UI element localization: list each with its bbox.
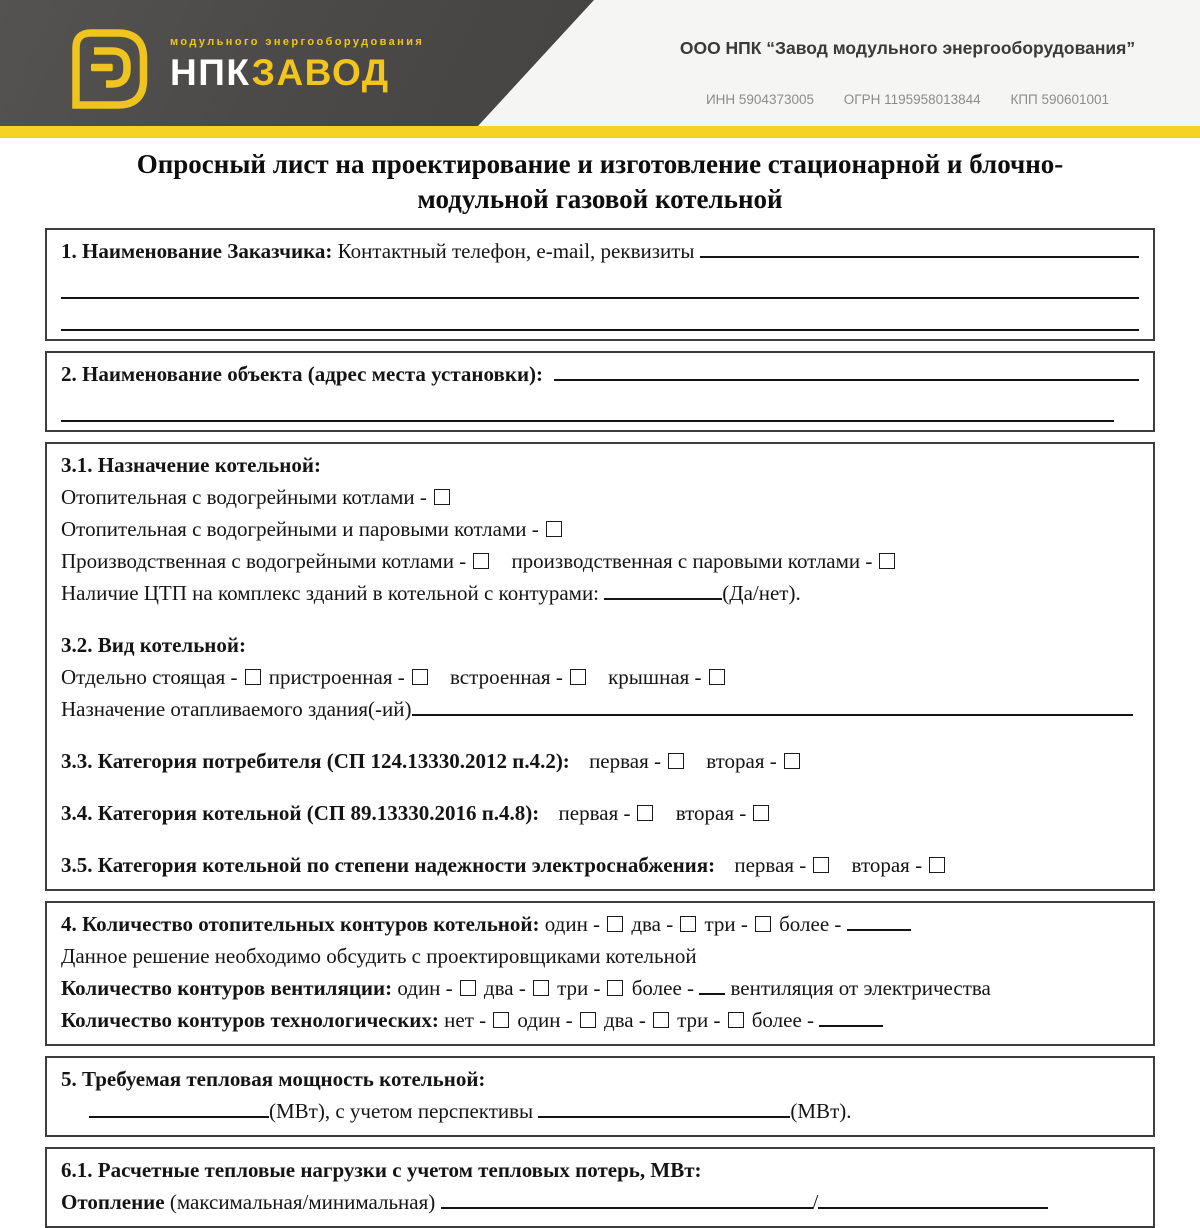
customer-blank-line-2[interactable]	[61, 299, 1139, 331]
kind-option-detached-label: Отдельно стоящая -	[61, 665, 238, 689]
section-6-title: 6.1. Расчетные тепловые нагрузки с учетом тепловых потерь, МВт:	[61, 1158, 702, 1182]
company-requisites	[630, 92, 1185, 107]
tech-more-label: более -	[751, 1008, 815, 1032]
section-3-3-title: 3.3. Категория потребителя (СП 124.13330.2012 п.4.2):	[61, 749, 570, 773]
checkbox-heating-water-steam-boilers[interactable]	[546, 521, 562, 537]
ctp-blank-field[interactable]	[604, 586, 722, 600]
building-purpose-blank-field[interactable]	[412, 702, 1133, 716]
technological-circuits-line	[61, 1004, 1139, 1036]
checkbox-heating-three[interactable]	[755, 916, 771, 932]
purpose-option-3a-label: Производственная с водогрейными котлами -	[61, 549, 467, 573]
checkbox-vent-three[interactable]	[607, 980, 623, 996]
section-3-boiler	[45, 442, 1155, 891]
power-cat-second-label: вторая -	[851, 853, 923, 877]
checkbox-attached[interactable]	[412, 669, 428, 685]
checkbox-detached[interactable]	[245, 669, 261, 685]
checkbox-consumer-second[interactable]	[784, 753, 800, 769]
purpose-option-1	[61, 481, 1139, 513]
customer-blank-line-1[interactable]	[61, 267, 1139, 299]
vent-more-blank-field[interactable]	[699, 981, 725, 995]
checkbox-boiler-cat-first[interactable]	[637, 805, 653, 821]
vent-one-label: один -	[397, 976, 453, 1000]
heating-load-label: Отопление	[61, 1190, 165, 1214]
checkbox-vent-two[interactable]	[533, 980, 549, 996]
checkbox-consumer-first[interactable]	[668, 753, 684, 769]
heating-load-min-blank-field[interactable]	[818, 1195, 1048, 1209]
power-cat-first-label: первая -	[734, 853, 807, 877]
purpose-option-3b-label: производственная с паровыми котлами -	[511, 549, 873, 573]
boiler-cat-second-label: вторая -	[675, 801, 747, 825]
section-5-title: 5. Требуемая тепловая мощность котельной:	[61, 1067, 486, 1091]
ctp-label: Наличие ЦТП на комплекс зданий в котельной с контурами:	[61, 581, 600, 605]
customer-line	[61, 235, 1139, 267]
tech-three-label: три -	[677, 1008, 721, 1032]
ctp-line	[61, 577, 1139, 609]
letterhead	[0, 0, 1200, 138]
checkbox-industrial-steam-boilers[interactable]	[879, 553, 895, 569]
section-3-1-title: 3.1. Назначение котельной:	[61, 453, 321, 477]
customer-blank-field[interactable]	[700, 244, 1139, 258]
checkbox-heating-one[interactable]	[607, 916, 623, 932]
section-3-3-line	[61, 745, 1139, 777]
document-title-line2: модульной газовой котельной	[417, 184, 783, 214]
section-3-2-title: 3.2. Вид котельной:	[61, 633, 246, 657]
heating-more-label: более -	[779, 912, 842, 936]
ctp-suffix: (Да/нет).	[722, 581, 801, 605]
section-1-text: Контактный телефон, e-mail, реквизиты	[337, 239, 695, 263]
document-title-line1: Опросный лист на проектирование и изготовление стационарной и блочно-	[136, 149, 1064, 179]
tech-more-blank-field[interactable]	[819, 1013, 883, 1027]
consumer-second-label: вторая -	[706, 749, 777, 773]
power-values-line	[61, 1095, 1139, 1127]
checkbox-boiler-cat-second[interactable]	[753, 805, 769, 821]
vent-electric-label: вентиляция от электричества	[730, 976, 991, 1000]
building-purpose-line	[61, 693, 1139, 725]
tech-two-label: два -	[603, 1008, 646, 1032]
logo-brand	[170, 52, 424, 93]
tech-none-label: нет -	[444, 1008, 487, 1032]
vent-three-label: три -	[557, 976, 601, 1000]
kind-option-builtin-label: встроенная -	[450, 665, 563, 689]
purpose-option-1-label: Отопительная с водогрейными котлами -	[61, 485, 427, 509]
ogrn-value: ОГРН 1195958013844	[843, 92, 981, 107]
heating-one-label: один -	[544, 912, 601, 936]
kind-option-roof-label: крышная -	[608, 665, 702, 689]
section-5-power	[45, 1056, 1155, 1137]
checkbox-tech-none[interactable]	[493, 1012, 509, 1028]
logo-text	[170, 24, 424, 91]
vent-two-label: два -	[483, 976, 526, 1000]
logo-tagline: модульного энергооборудования	[170, 36, 425, 48]
heating-three-label: три -	[704, 912, 748, 936]
section-3-5-title: 3.5. Категория котельной по степени надежности электроснабжения:	[61, 853, 716, 877]
heating-two-label: два -	[631, 912, 674, 936]
object-blank-line[interactable]	[61, 390, 1114, 422]
heating-load-paren: (максимальная/минимальная)	[169, 1190, 436, 1214]
checkbox-tech-three[interactable]	[728, 1012, 744, 1028]
boiler-cat-first-label: первая -	[558, 801, 631, 825]
checkbox-roof[interactable]	[709, 669, 725, 685]
purpose-option-2-label: Отопительная с водогрейными и паровыми котлами -	[61, 517, 539, 541]
logo-brand-npk: НПК	[170, 52, 252, 93]
consumer-first-label: первая -	[589, 749, 661, 773]
section-4-title: 4. Количество отопительных контуров котельной:	[61, 912, 540, 936]
checkbox-heating-water-boilers[interactable]	[434, 489, 450, 505]
logo-a-icon	[64, 24, 154, 114]
ventilation-circuits-line	[61, 972, 1139, 1004]
heating-circuits-line	[61, 908, 1139, 940]
yellow-stripe	[0, 126, 1200, 138]
ventilation-label: Количество контуров вентиляции:	[61, 976, 393, 1000]
object-blank-field[interactable]	[554, 367, 1139, 381]
power-future-blank-field[interactable]	[538, 1104, 790, 1118]
kind-options	[61, 661, 1139, 693]
company-name: ООО НПК “Завод модульного энергооборудования”	[679, 38, 1136, 58]
technological-label: Количество контуров технологических:	[61, 1008, 439, 1032]
checkbox-tech-one[interactable]	[580, 1012, 596, 1028]
object-line	[61, 358, 1139, 390]
document-title	[90, 147, 1110, 217]
vent-more-label: более -	[631, 976, 695, 1000]
heating-more-blank-field[interactable]	[847, 917, 911, 931]
power-unit-label: (МВт), с учетом перспективы	[269, 1099, 534, 1123]
inn-value: ИНН 5904373005	[705, 92, 814, 107]
building-purpose-label: Назначение отапливаемого здания(-ий)	[61, 697, 412, 721]
company-logo	[64, 24, 424, 114]
section-3-4-line	[61, 797, 1139, 829]
section-2-object	[45, 351, 1155, 432]
section-6-loads	[45, 1147, 1155, 1228]
kpp-value: КПП 590601001	[1010, 92, 1110, 107]
power-blank-field[interactable]	[89, 1104, 269, 1118]
checkbox-power-cat-second[interactable]	[929, 857, 945, 873]
section-4-circuits	[45, 901, 1155, 1046]
purpose-option-3	[61, 545, 1139, 577]
checkbox-tech-two[interactable]	[653, 1012, 669, 1028]
heating-load-slash: /	[812, 1190, 819, 1214]
heating-load-line	[61, 1186, 1139, 1218]
checkbox-industrial-water-boilers[interactable]	[473, 553, 489, 569]
checkbox-vent-one[interactable]	[460, 980, 476, 996]
checkbox-builtin[interactable]	[570, 669, 586, 685]
section-1-label: 1. Наименование Заказчика:	[61, 239, 333, 263]
power-future-unit-label: (МВт).	[790, 1099, 852, 1123]
tech-one-label: один -	[517, 1008, 573, 1032]
section-2-label: 2. Наименование объекта (адрес места установки):	[61, 362, 544, 386]
section-3-5-line	[61, 849, 1139, 881]
purpose-option-2	[61, 513, 1139, 545]
logo-brand-zavod: ЗАВОД	[251, 52, 390, 93]
kind-option-attached-label: пристроенная -	[268, 665, 405, 689]
checkbox-power-cat-first[interactable]	[813, 857, 829, 873]
heating-load-max-blank-field[interactable]	[441, 1195, 813, 1209]
section-1-customer	[45, 228, 1155, 341]
section-3-4-title: 3.4. Категория котельной (СП 89.13330.2016 п.4.8):	[61, 801, 540, 825]
checkbox-heating-two[interactable]	[680, 916, 696, 932]
section-4-note: Данное решение необходимо обсудить с проектировщиками котельной	[61, 944, 697, 968]
